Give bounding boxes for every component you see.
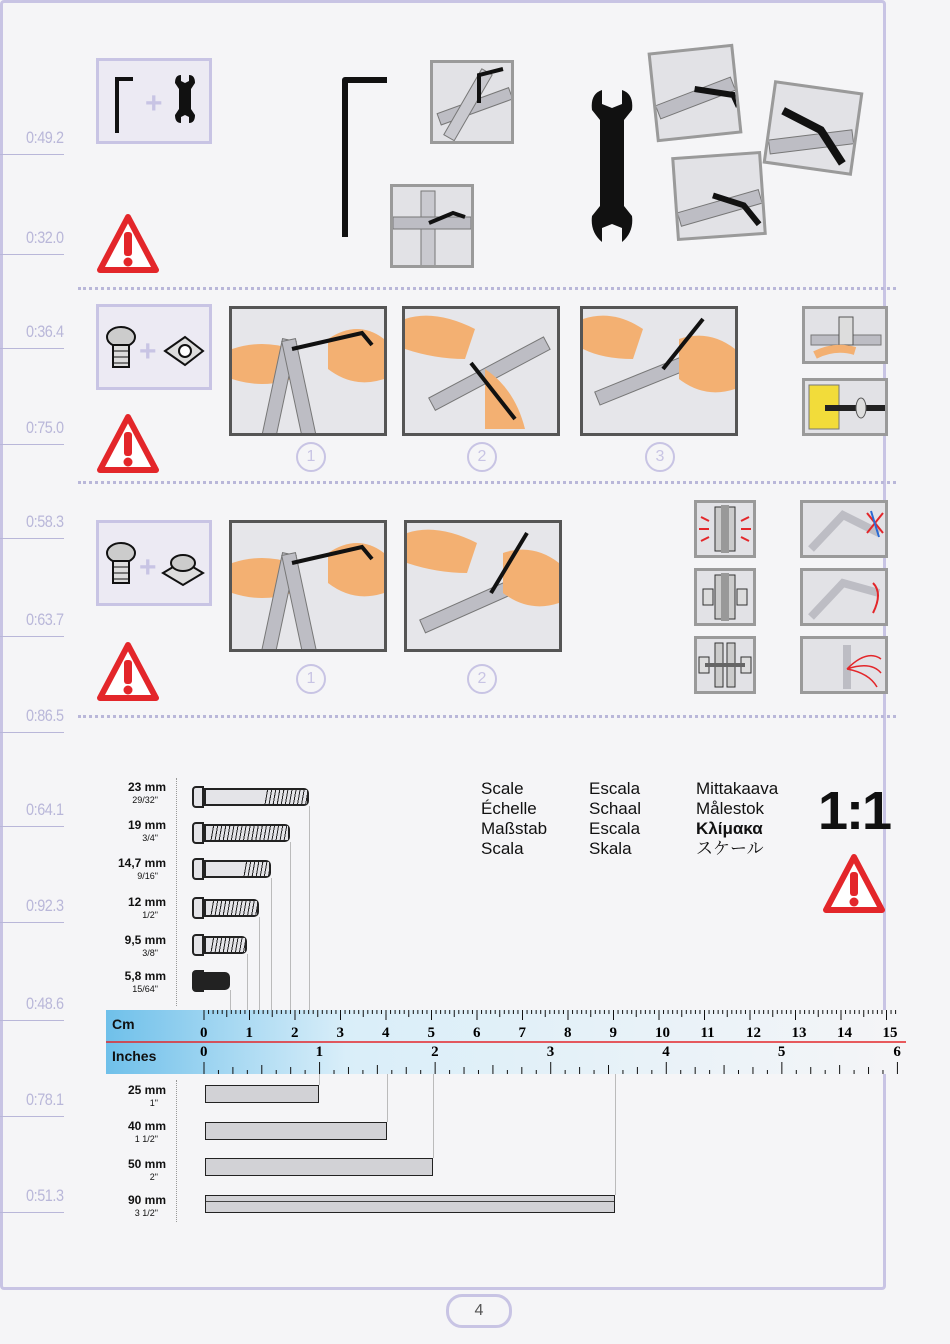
step-number: 2 bbox=[467, 442, 497, 472]
timestamp-label: 0:86.5 bbox=[26, 706, 64, 725]
tools-icon-box bbox=[96, 58, 212, 144]
wrench-illustration bbox=[588, 86, 636, 246]
section-divider bbox=[78, 481, 896, 484]
scale-word: Mittakaava bbox=[696, 779, 779, 798]
step-number: 3 bbox=[645, 442, 675, 472]
timestamp-label: 0:48.6 bbox=[26, 994, 64, 1013]
cm-tick-label: 14 bbox=[837, 1025, 852, 1041]
rod-shape bbox=[205, 1122, 387, 1140]
warning-triangle-icon bbox=[96, 640, 160, 704]
rod-size-label bbox=[100, 1194, 166, 1220]
screw-locknut-icon-box bbox=[96, 520, 212, 606]
wrench-detail-image-3 bbox=[671, 151, 767, 241]
screw-head bbox=[192, 934, 204, 956]
cm-tick-label: 10 bbox=[655, 1025, 670, 1041]
cm-tick-label: 2 bbox=[291, 1025, 299, 1041]
timestamp-label: 0:49.2 bbox=[26, 128, 64, 147]
cm-tick-label: 13 bbox=[791, 1025, 807, 1041]
timestamp-rule bbox=[0, 444, 64, 445]
hex-key-detail-image-2 bbox=[390, 184, 474, 268]
timestamp-rule bbox=[0, 154, 64, 155]
timestamp-label: 0:64.1 bbox=[26, 800, 64, 819]
step-number: 1 bbox=[296, 664, 326, 694]
scale-word: Skala bbox=[589, 839, 632, 858]
warning-triangle-icon bbox=[822, 852, 886, 916]
screw-shank bbox=[204, 860, 271, 878]
loose-tighten-diagram bbox=[694, 636, 756, 694]
timestamp-rule bbox=[0, 826, 64, 827]
cm-tick-label: 5 bbox=[427, 1025, 435, 1041]
wrench-detail-image-2 bbox=[763, 80, 864, 176]
label-divider bbox=[176, 1080, 178, 1222]
wrench-detail-image bbox=[648, 44, 743, 142]
screw-head bbox=[192, 858, 204, 880]
rod-inch: 1" bbox=[149, 1098, 158, 1108]
scale-word: Κλίμακα bbox=[696, 819, 763, 838]
rod-size-label bbox=[100, 1120, 166, 1146]
screw-inch: 29/32" bbox=[132, 795, 158, 805]
scale-word: Schaal bbox=[589, 799, 641, 818]
ruler bbox=[106, 1010, 906, 1074]
scale-word: スケール bbox=[696, 839, 764, 858]
timestamp-rule bbox=[0, 732, 64, 733]
screw-shank bbox=[204, 936, 247, 954]
scale-word: Maßstab bbox=[481, 819, 548, 838]
timestamp-label: 0:75.0 bbox=[26, 418, 64, 437]
screw-mm: 19 mm bbox=[127, 818, 166, 832]
cm-tick-label: 12 bbox=[746, 1025, 761, 1041]
timestamp-rule bbox=[0, 636, 64, 637]
screw-inch: 15/64" bbox=[132, 984, 158, 994]
cm-tick-label: 8 bbox=[564, 1025, 572, 1041]
inch-tick-label: 5 bbox=[777, 1044, 786, 1060]
overtighten-diagram bbox=[694, 500, 756, 558]
timestamp-label: 0:63.7 bbox=[26, 610, 64, 629]
section-divider bbox=[78, 287, 896, 290]
locknut-step-2-image bbox=[404, 520, 562, 652]
screw-mm: 9,5 mm bbox=[124, 933, 166, 947]
screw-guide-line bbox=[309, 806, 310, 1012]
pivot-joint-result-image bbox=[800, 568, 888, 626]
inch-tick-label: 4 bbox=[662, 1044, 670, 1060]
screw-size-label bbox=[100, 970, 166, 996]
timestamp-label: 0:32.0 bbox=[26, 228, 64, 247]
timestamp-label: 0:36.4 bbox=[26, 322, 64, 341]
cm-tick-label: 7 bbox=[518, 1025, 526, 1041]
screw-thread bbox=[243, 862, 269, 876]
cm-tick-label: 6 bbox=[473, 1025, 481, 1041]
screw-size-label bbox=[100, 896, 166, 922]
timestamp-rule bbox=[0, 922, 64, 923]
inch-tick-label: 0 bbox=[200, 1044, 208, 1060]
hex-key-detail-image bbox=[430, 60, 514, 144]
rod-inch: 2" bbox=[149, 1172, 158, 1182]
screw-guide-line bbox=[247, 954, 248, 1012]
warning-triangle-icon bbox=[96, 212, 160, 276]
scale-word-column-1 bbox=[481, 779, 547, 859]
assembly-step-1-image bbox=[229, 306, 387, 436]
screw-guide-line bbox=[230, 990, 231, 1012]
screw-inch: 3/4" bbox=[142, 833, 158, 843]
rod-inch: 3 1/2" bbox=[134, 1208, 158, 1218]
screw-nut-icon-box bbox=[96, 304, 212, 390]
section-divider bbox=[78, 715, 896, 718]
inch-tick-label: 2 bbox=[431, 1044, 439, 1060]
timestamp-rule bbox=[0, 1116, 64, 1117]
loose-joint-result-image bbox=[800, 636, 888, 694]
timestamp-label: 0:78.1 bbox=[26, 1090, 64, 1109]
assembly-step-2-image bbox=[402, 306, 560, 436]
rod-mm: 50 mm bbox=[127, 1157, 166, 1171]
scale-word: Escala bbox=[589, 819, 641, 838]
timestamp-label: 0:51.3 bbox=[26, 1186, 64, 1205]
cm-tick-label: 1 bbox=[245, 1025, 253, 1041]
svg-text:+: + bbox=[139, 335, 157, 368]
step-number: 2 bbox=[467, 664, 497, 694]
screw-mm: 5,8 mm bbox=[124, 969, 166, 983]
screw-guide-line bbox=[290, 842, 291, 1012]
rod-guide-line bbox=[319, 1074, 320, 1085]
scale-ratio: 1:1 bbox=[818, 781, 891, 841]
screw-thread bbox=[264, 790, 307, 804]
scale-word: Scala bbox=[481, 839, 524, 858]
screw-head bbox=[192, 970, 204, 992]
timestamp-rule bbox=[0, 538, 64, 539]
screw-shank bbox=[204, 899, 259, 917]
inch-tick-label: 3 bbox=[546, 1044, 555, 1060]
rod-size-label bbox=[100, 1084, 166, 1110]
screw-mm: 14,7 mm bbox=[117, 856, 166, 870]
cm-tick-label: 3 bbox=[336, 1025, 344, 1041]
screw-guide-line bbox=[259, 917, 260, 1012]
screw-head bbox=[192, 897, 204, 919]
timestamp-label: 0:58.3 bbox=[26, 512, 64, 531]
screw-thread bbox=[210, 826, 288, 840]
scale-word: Målestok bbox=[696, 799, 765, 818]
screw-size-label bbox=[100, 781, 166, 807]
screw-mm: 12 mm bbox=[127, 895, 166, 909]
correct-tighten-diagram bbox=[694, 568, 756, 626]
screw-guide-line bbox=[271, 878, 272, 1012]
screw-plus-square-nut-icon bbox=[99, 307, 209, 387]
cm-tick-label: 0 bbox=[200, 1025, 208, 1041]
timestamp-label: 0:92.3 bbox=[26, 896, 64, 915]
timestamp-rule bbox=[0, 254, 64, 255]
svg-text:+: + bbox=[145, 87, 163, 120]
cm-tick-label: 4 bbox=[382, 1025, 390, 1041]
screw-mm: 23 mm bbox=[127, 780, 166, 794]
locknut-step-1-image bbox=[229, 520, 387, 652]
timestamp-rule bbox=[0, 1020, 64, 1021]
screw-head bbox=[192, 822, 204, 844]
cm-tick-label: 9 bbox=[609, 1025, 617, 1041]
rod-inch: 1 1/2" bbox=[134, 1134, 158, 1144]
scale-word: Escala bbox=[589, 779, 641, 798]
screw-thread bbox=[210, 901, 257, 915]
cm-tick-label: 15 bbox=[882, 1025, 898, 1041]
rod-guide-line bbox=[433, 1074, 434, 1158]
rod-shape bbox=[205, 1195, 615, 1213]
rod-size-label bbox=[100, 1158, 166, 1184]
scale-word-column-2 bbox=[589, 779, 641, 859]
rigid-joint-result-image bbox=[800, 500, 888, 558]
rod-guide-line bbox=[615, 1074, 616, 1195]
screw-shank bbox=[204, 972, 230, 990]
scale-word-column-3 bbox=[696, 779, 778, 859]
hex-key-illustration bbox=[335, 72, 395, 242]
svg-text:+: + bbox=[139, 551, 157, 584]
hex-key-plus-wrench-icon bbox=[99, 61, 209, 141]
inch-tick-label: 1 bbox=[315, 1044, 324, 1060]
inch-tick-label: 6 bbox=[893, 1044, 901, 1060]
axle-plate-image bbox=[802, 378, 888, 436]
screw-plus-lock-nut-icon bbox=[99, 523, 209, 603]
screw-size-label bbox=[100, 857, 166, 883]
step-number: 1 bbox=[296, 442, 326, 472]
screw-thread bbox=[210, 938, 245, 952]
screw-size-label bbox=[100, 934, 166, 960]
page-number: 4 bbox=[446, 1294, 512, 1328]
rod-shape bbox=[205, 1085, 319, 1103]
timestamp-rule bbox=[0, 348, 64, 349]
screw-head bbox=[192, 786, 204, 808]
assembly-step-3-image bbox=[580, 306, 738, 436]
warning-triangle-icon bbox=[96, 412, 160, 476]
screw-inch: 1/2" bbox=[142, 910, 158, 920]
screw-shank bbox=[204, 788, 309, 806]
rod-mm: 25 mm bbox=[127, 1083, 166, 1097]
rod-guide-line bbox=[387, 1074, 388, 1122]
cm-label: Cm bbox=[112, 1016, 135, 1032]
screw-inch: 3/8" bbox=[142, 948, 158, 958]
screw-inch: 9/16" bbox=[137, 871, 158, 881]
label-divider bbox=[176, 778, 178, 1006]
nut-application-image bbox=[802, 306, 888, 364]
rod-mm: 90 mm bbox=[127, 1193, 166, 1207]
inch-label: Inches bbox=[112, 1048, 157, 1064]
scale-word: Scale bbox=[481, 779, 524, 798]
cm-tick-label: 11 bbox=[700, 1025, 715, 1041]
scale-word: Échelle bbox=[481, 799, 537, 818]
screw-size-label bbox=[100, 819, 166, 845]
ruler-graphic bbox=[106, 1010, 906, 1074]
rod-shape bbox=[205, 1158, 433, 1176]
screw-shank bbox=[204, 824, 290, 842]
rod-mm: 40 mm bbox=[127, 1119, 166, 1133]
timestamp-rule bbox=[0, 1212, 64, 1213]
